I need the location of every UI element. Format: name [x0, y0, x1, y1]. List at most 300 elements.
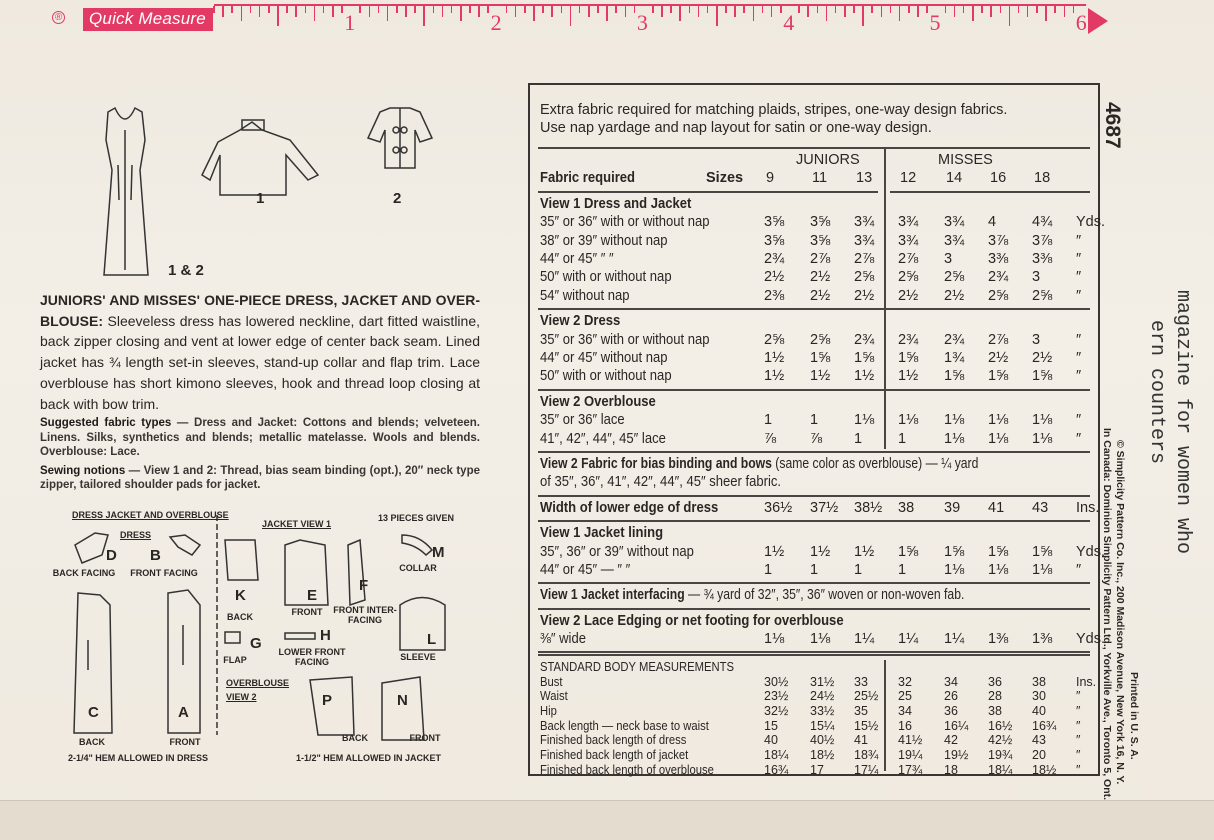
ruler-tick — [634, 6, 636, 13]
ruler-tick — [1045, 6, 1047, 21]
unit-label: Ins. — [1076, 674, 1097, 689]
ruler-tick — [277, 6, 279, 26]
pattern-piece-letter: B — [150, 547, 161, 564]
size-value: ⅞ — [810, 430, 823, 447]
unit-label: ″ — [1076, 232, 1082, 249]
size-value: 30 — [1032, 689, 1046, 704]
ruler-tick — [286, 6, 288, 13]
sizes-label: Sizes — [706, 170, 744, 187]
text-rest: — ¾ yard of 32″, 35″, 36″ woven or non-woven fab. — [684, 587, 965, 604]
size-header: 18 — [1034, 170, 1051, 187]
size-value: 2⅝ — [988, 287, 1009, 304]
size-value: ⅞ — [764, 430, 777, 447]
size-value: 3¾ — [898, 214, 919, 231]
ruler-tick — [1018, 6, 1020, 13]
row-label: ⅜″ wide — [540, 631, 586, 648]
pattern-piece-name: FRONT — [409, 733, 441, 743]
table-divider — [538, 520, 1090, 522]
ruler-tick — [305, 6, 307, 13]
unit-label: ″ — [1076, 269, 1082, 286]
size-value: 1⅝ — [898, 350, 919, 366]
row-label: Width of lower edge of dress — [540, 499, 719, 516]
size-value: 17¼ — [854, 762, 879, 777]
unit-label: ″ — [1076, 733, 1081, 748]
size-value: 15 — [764, 718, 778, 733]
ruler-baseline — [214, 4, 1086, 6]
size-value: 2⅞ — [898, 251, 919, 267]
size-value: 1 — [764, 562, 773, 578]
ruler-tick — [414, 6, 416, 13]
ruler-number: 1 — [344, 10, 356, 35]
sbm-title: STANDARD BODY MEASUREMENTS — [540, 659, 734, 674]
unit-label: ″ — [1076, 704, 1081, 718]
pattern-piece-letter: P — [322, 692, 333, 709]
size-value: 36½ — [764, 499, 793, 516]
dress-illustration — [104, 108, 148, 275]
ruler-tick — [378, 6, 380, 13]
ruler-tick — [295, 6, 297, 17]
size-value: 1⅝ — [944, 543, 965, 560]
size-value: 3¾ — [944, 214, 965, 231]
row-label: 38″ or 39″ without nap — [540, 232, 668, 249]
size-group-divider — [884, 147, 886, 449]
size-value: 2½ — [810, 287, 831, 304]
ruler-tick — [405, 6, 407, 17]
size-value: 20 — [1032, 748, 1046, 763]
size-value: 1⅛ — [988, 562, 1009, 578]
ruler-tick — [1000, 6, 1002, 13]
table-row — [530, 287, 1098, 305]
size-value: 1¼ — [898, 631, 919, 648]
size-value: 1½ — [854, 543, 875, 560]
ruler-number: 4 — [783, 10, 795, 35]
table-row — [530, 524, 1098, 542]
size-value: 1 — [810, 562, 819, 578]
row-label: 50″ with or without nap — [540, 368, 672, 385]
size-value: 16¾ — [1032, 718, 1057, 733]
ruler-tick — [954, 6, 956, 17]
table-text-row — [530, 455, 1098, 473]
ruler-tick — [807, 6, 809, 17]
size-value: 2½ — [854, 287, 875, 304]
size-value: 1⅛ — [988, 430, 1009, 447]
pattern-piece-name: LOWER FRONT FACING — [278, 647, 346, 667]
size-value: 1⅛ — [764, 631, 785, 648]
size-value: 2⅝ — [854, 269, 875, 286]
unit-label: ″ — [1076, 350, 1082, 366]
row-label: View 2 Overblouse — [540, 393, 656, 410]
size-value: 1 — [898, 430, 907, 447]
size-value: 43 — [1032, 499, 1049, 516]
size-value: 1½ — [854, 368, 875, 385]
row-label: 44″ or 45″ — ″ ″ — [540, 562, 631, 578]
size-value: 34 — [944, 674, 958, 689]
ruler-tick — [570, 6, 572, 26]
fabric-required-label: Fabric required — [540, 170, 636, 187]
pattern-pieces-diagram — [60, 505, 480, 765]
note-line-1: Extra fabric required for matching plaids, stripes, one-way design fabrics. — [540, 102, 1008, 118]
table-text-row — [530, 586, 1098, 604]
ruler-tick — [625, 6, 627, 17]
unit-label: ″ — [1076, 762, 1081, 777]
size-group-row — [530, 151, 1098, 169]
size-value: 3¾ — [898, 232, 919, 249]
ruler-tick — [990, 6, 992, 17]
pattern-piece-letter: D — [106, 547, 117, 564]
size-value: 1¾ — [944, 350, 965, 366]
row-label: 44″ or 45″ ″ ″ — [540, 251, 614, 267]
ruler-tick — [1073, 6, 1075, 13]
size-value: 3⅝ — [764, 232, 785, 249]
size-value: 3¾ — [854, 214, 875, 231]
size-value: 26 — [944, 689, 958, 704]
misses-label: MISSES — [938, 152, 993, 168]
ruler-tick — [369, 6, 371, 17]
ruler-tick — [862, 6, 864, 26]
table-row — [530, 411, 1098, 429]
ruler-tick — [469, 6, 471, 13]
ruler-tick — [652, 6, 654, 13]
ruler-tick — [725, 6, 727, 13]
row-label: 44″ or 45″ without nap — [540, 350, 668, 366]
size-value: 2¾ — [854, 331, 875, 348]
size-value: 16½ — [988, 718, 1013, 733]
text-rest: (same color as overblouse) — ¼ yard — [771, 456, 979, 472]
table-row — [530, 473, 1098, 491]
ruler-tick — [341, 6, 343, 13]
size-value: 1¼ — [854, 631, 875, 648]
ruler-tick — [798, 6, 800, 13]
jacket-illustration — [202, 120, 318, 195]
size-value: 2⅝ — [764, 331, 785, 348]
row-label: View 2 Dress — [540, 313, 621, 330]
yardage-note — [540, 101, 1007, 137]
size-value: 1 — [810, 412, 819, 429]
row-label: 41″, 42″, 44″, 45″ lace — [540, 430, 666, 447]
size-value: 1 — [854, 430, 863, 447]
size-value: 2⅝ — [898, 269, 919, 286]
ruler-tick — [561, 6, 563, 13]
unit-label: ″ — [1076, 331, 1082, 348]
ruler-tick — [222, 6, 224, 17]
pattern-piece-letter: C — [88, 704, 99, 721]
pattern-piece-letter: A — [178, 704, 189, 721]
ruler-number: 2 — [490, 10, 502, 35]
size-value: 28 — [988, 689, 1002, 704]
size-value: 3⅞ — [1032, 232, 1053, 249]
ruler-tick — [231, 6, 233, 13]
pattern-piece-letter: K — [235, 587, 246, 604]
unit-label: Yds. — [1076, 214, 1106, 231]
canada-notice: In Canada: Dominion Simplicity Pattern Ltd., Yorkville Ave., Toronto 5, Ont. — [1101, 428, 1113, 801]
ruler-tick — [615, 6, 617, 13]
row-label: Back length — neck base to waist — [540, 718, 709, 733]
size-value: 1⅝ — [988, 368, 1009, 385]
size-value: 3⅜ — [1032, 251, 1053, 267]
unit-label: Ins. — [1076, 499, 1100, 516]
size-value: 1⅛ — [1032, 562, 1053, 578]
size-value: 24½ — [810, 689, 835, 704]
ruler-tick — [506, 6, 508, 13]
table-divider — [538, 191, 878, 193]
unit-label: ″ — [1076, 689, 1081, 704]
ruler-tick — [817, 6, 819, 13]
pattern-number: 4687 — [1101, 102, 1124, 149]
size-value: 3⅝ — [764, 214, 785, 231]
table-row — [530, 499, 1098, 517]
overblouse-illustration — [368, 108, 432, 168]
row-label: View 1 Dress and Jacket — [540, 195, 692, 212]
size-value: 1⅛ — [854, 412, 875, 429]
row-label: 54″ without nap — [540, 287, 630, 304]
ruler-tick — [268, 6, 270, 13]
table-row — [530, 761, 1098, 779]
size-value: 1⅝ — [988, 543, 1009, 560]
pattern-piece-name: FRONT INTER-FACING — [333, 605, 397, 625]
size-value: 1⅝ — [1032, 543, 1053, 560]
size-header: 12 — [900, 170, 917, 187]
size-value: 3⅜ — [988, 251, 1009, 267]
size-value: 1 — [764, 412, 773, 429]
size-value: 1⅛ — [944, 412, 965, 429]
size-value: 1 — [854, 562, 863, 578]
size-value: 41 — [988, 499, 1005, 516]
pattern-piece-letter: N — [397, 692, 408, 709]
size-value: 38 — [898, 499, 915, 516]
size-value: 1⅛ — [944, 430, 965, 447]
ruler-tick — [1054, 6, 1056, 13]
size-value: 2½ — [764, 269, 785, 286]
table-row — [530, 312, 1098, 330]
ruler-tick — [478, 6, 480, 17]
text-bold: View 2 Fabric for bias binding and bows — [540, 456, 772, 472]
unit-label: Yds. — [1076, 543, 1106, 560]
size-value: 43 — [1032, 733, 1046, 748]
ruler-tick — [908, 6, 910, 13]
size-value: 3¾ — [854, 232, 875, 249]
ruler-tick — [689, 6, 691, 13]
pieces-overblouse-heading: OVERBLOUSE — [226, 678, 290, 688]
size-value: 39 — [944, 499, 961, 516]
ruler-tick — [533, 6, 535, 21]
size-value: 2½ — [988, 350, 1009, 366]
flap-text-1: magazine for women who — [1171, 290, 1194, 555]
notions-body: — View 1 and 2: Thread, bias seam binding (opt.), 20″ neck type zipper, tailored shoulder pads for jacket. — [40, 464, 480, 492]
table-row — [530, 268, 1098, 286]
pieces-heading: DRESS JACKET AND OVERBLOUSE — [72, 510, 229, 520]
ruler-tick — [679, 6, 681, 21]
juniors-label: JUNIORS — [796, 152, 860, 168]
table-divider — [538, 582, 1090, 584]
ruler-tick — [972, 6, 974, 21]
size-value: 1⅛ — [1032, 412, 1053, 429]
envelope-flap-edge — [0, 800, 1214, 840]
ruler-tick — [844, 6, 846, 17]
size-value: 30½ — [764, 674, 789, 689]
table-row — [530, 393, 1098, 411]
table-divider — [538, 308, 1090, 310]
size-value: 18½ — [1032, 762, 1057, 777]
table-divider — [538, 451, 1090, 453]
pieces-dress-heading: DRESS — [120, 530, 152, 540]
size-value: 2⅝ — [944, 269, 965, 286]
size-value: 2⅜ — [764, 287, 785, 304]
pattern-piece-name: COLLAR — [399, 563, 437, 573]
size-header: 11 — [812, 170, 828, 187]
size-value: 1½ — [898, 368, 919, 385]
table-row — [530, 213, 1106, 231]
jacket-view-label: 1 — [256, 190, 265, 207]
ruler-tick — [387, 6, 389, 21]
table-divider — [538, 654, 1090, 656]
size-value: 37½ — [810, 499, 839, 516]
table-row — [530, 232, 1098, 250]
pattern-piece-name: FRONT — [169, 737, 201, 747]
size-value: 3¾ — [944, 232, 965, 249]
size-value: 40 — [1032, 704, 1046, 718]
size-value: 33½ — [810, 704, 835, 718]
yardage-chart — [528, 83, 1106, 777]
ruler-tick — [524, 6, 526, 13]
ruler-tick — [359, 6, 361, 13]
ruler-tick — [1027, 6, 1029, 17]
size-value: 16¼ — [944, 718, 969, 733]
size-value: 1½ — [764, 543, 785, 560]
size-value: 19½ — [944, 748, 969, 763]
size-value: 1⅝ — [944, 368, 965, 385]
pieces-given-count: 13 PIECES GIVEN — [378, 513, 455, 523]
size-value: 2¾ — [764, 251, 785, 267]
size-value: 36 — [988, 674, 1002, 689]
ruler-tick — [451, 6, 453, 13]
ruler-tick — [213, 6, 215, 13]
text-row — [540, 455, 978, 473]
unit-label: ″ — [1076, 430, 1082, 447]
size-value: 2¾ — [988, 269, 1009, 286]
pattern-piece-name: FLAP — [223, 655, 247, 665]
hem-dress-note: 2-1/4" HEM ALLOWED IN DRESS — [68, 753, 208, 763]
size-value: 32 — [898, 674, 912, 689]
size-value: 15½ — [854, 718, 879, 733]
size-value: 2½ — [1032, 350, 1053, 366]
pattern-piece-name: FRONT — [291, 607, 323, 617]
size-header: 13 — [856, 170, 873, 187]
unit-label: ″ — [1076, 251, 1082, 267]
pattern-piece-name: FRONT FACING — [130, 568, 198, 578]
size-value: 25 — [898, 689, 912, 704]
size-value: 40½ — [810, 733, 835, 748]
ruler-tick — [661, 6, 663, 17]
pattern-piece-letter: H — [320, 627, 331, 644]
ruler-tick — [579, 6, 581, 13]
table-row — [530, 612, 1098, 630]
ruler-tick — [323, 6, 325, 13]
pattern-piece-letter: E — [307, 587, 318, 604]
size-value: 1½ — [764, 350, 785, 366]
dress-view-label: 1 & 2 — [168, 262, 204, 279]
printed-notice: Printed in U. S. A. — [1128, 672, 1140, 760]
size-value: 31½ — [810, 674, 835, 689]
ruler-arrow-icon — [1088, 8, 1108, 34]
size-value: 25½ — [854, 689, 879, 704]
table-divider — [538, 147, 1090, 149]
size-value: 1 — [898, 562, 907, 578]
size-value: 17¾ — [898, 762, 923, 777]
pattern-piece-name: BACK — [79, 737, 105, 747]
table-row — [530, 561, 1098, 579]
pattern-piece-letter: F — [359, 577, 369, 594]
registered-mark: ® — [52, 11, 65, 24]
row-label: 35″ or 36″ lace — [540, 412, 625, 429]
ruler-tick — [835, 6, 837, 13]
ruler-tick — [1064, 6, 1066, 17]
table-row — [530, 543, 1106, 561]
size-value: 38 — [988, 704, 1002, 718]
unit-label: ″ — [1076, 562, 1082, 578]
ruler-tick — [1036, 6, 1038, 13]
size-value: 32½ — [764, 704, 789, 718]
size-value: 2⅞ — [854, 251, 875, 267]
ruler-tick — [460, 6, 462, 21]
ruler-tick — [926, 6, 928, 13]
size-value: 34 — [898, 704, 912, 718]
ruler-number: 3 — [636, 10, 648, 35]
ruler-tick — [917, 6, 919, 17]
size-value: 38½ — [854, 499, 883, 516]
size-value: 18 — [944, 762, 958, 777]
size-value: 19¾ — [988, 748, 1013, 763]
size-value: 1⅝ — [854, 350, 875, 366]
ruler-tick — [981, 6, 983, 13]
pattern-description — [40, 290, 480, 493]
ruler-tick — [945, 6, 947, 13]
size-value: 2½ — [810, 269, 831, 286]
ruler-tick — [771, 6, 773, 17]
row-label: Finished back length of overblouse — [540, 762, 714, 777]
pattern-piece-letter: L — [427, 631, 437, 648]
ruler-tick — [890, 6, 892, 13]
size-value: 35 — [854, 704, 868, 718]
size-value: 40 — [764, 733, 778, 748]
hem-jacket-note: 1-1/2" HEM ALLOWED IN JACKET — [296, 753, 441, 763]
ruler-tick — [250, 6, 252, 13]
overblouse-view-label: 2 — [393, 190, 402, 207]
ruler-tick — [433, 6, 435, 13]
row-label: 35″ or 36″ with or without nap — [540, 331, 710, 348]
size-value: 41½ — [898, 733, 923, 748]
size-value: 1⅝ — [898, 543, 919, 560]
size-value: 3 — [1032, 331, 1041, 348]
size-value: 23½ — [764, 689, 789, 704]
size-value: 1½ — [810, 368, 831, 385]
row-label: 50″ with or without nap — [540, 269, 672, 286]
unit-label: ″ — [1076, 368, 1082, 385]
ruler-tick — [780, 6, 782, 13]
size-value: 18½ — [810, 748, 835, 763]
ruler-tick — [881, 6, 883, 17]
ruler-tick — [442, 6, 444, 17]
notions-heading: Sewing notions — [40, 464, 126, 477]
row-label: of 35″, 36″, 41″, 42″, 44″, 45″ sheer fabric. — [540, 474, 782, 491]
pattern-piece-name: BACK — [342, 733, 368, 743]
copyright-notice: © Simplicity Pattern Co. Inc., 200 Madison Avenue, New York 16, N. Y. — [1114, 440, 1126, 785]
size-value: 4¾ — [1032, 214, 1053, 231]
text-bold: View 1 Jacket interfacing — [540, 587, 685, 604]
pattern-piece-name: SLEEVE — [400, 652, 436, 662]
ruler-tick — [698, 6, 700, 17]
table-row — [530, 630, 1106, 648]
table-divider — [890, 191, 1090, 193]
